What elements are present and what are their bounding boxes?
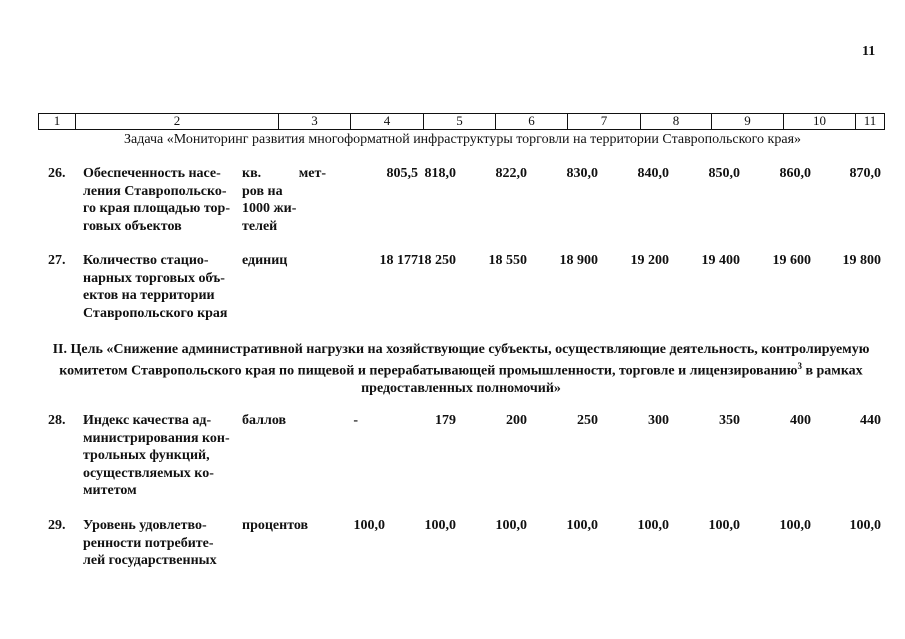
- value-cell: -: [353, 413, 358, 428]
- goal-heading: II. Цель «Снижение административной нагрузки на хозяйствующие субъекты, осуществляющие деятельность, контролируемую комитетом Ставропольского края по пищевой и перерабатывающей промышленности, торговле и лицензированию$^3$ в рамках предоставленных полномочий»: [52, 342, 870, 396]
- value-cell: 19 400: [701, 253, 740, 268]
- page-number: 11: [862, 44, 876, 59]
- header-cell: 9: [712, 114, 784, 129]
- value-cell: 830,0: [566, 166, 598, 181]
- header-cell: 8: [641, 114, 712, 129]
- indicator-name: Обеспеченность насе- ления Ставропольско- го края площадью тор- говых объектов: [83, 166, 230, 234]
- value-cell: 818,0: [424, 166, 456, 181]
- value-cell: 18 550: [488, 253, 527, 268]
- value-cell: 100,0: [708, 518, 740, 533]
- unit-of-measure: баллов: [242, 413, 287, 428]
- indicator-name: Уровень удовлетво- ренности потребите- лей государственных: [83, 518, 217, 568]
- value-cell: 250: [577, 413, 598, 428]
- header-cell: 11: [863, 113, 877, 128]
- value-cell: 100,0: [779, 518, 811, 533]
- value-cell: 840,0: [637, 166, 669, 181]
- unit-of-measure: процентов: [242, 518, 309, 533]
- value-cell: 19 800: [842, 253, 881, 268]
- value-cell: 440: [860, 413, 881, 428]
- value-cell: 850,0: [708, 166, 740, 181]
- value-cell: 870,0: [849, 166, 881, 181]
- header-cell: 2: [76, 114, 279, 129]
- value-cell: 350: [719, 413, 740, 428]
- value-cell: 18 177: [379, 253, 418, 268]
- task-heading: Задача «Мониторинг развития многоформатной инфраструктуры торговли на территории Ставропольского края»: [123, 132, 802, 147]
- header-cell: 1: [39, 114, 76, 129]
- value-cell: 179: [435, 413, 456, 428]
- value-cell: 200: [506, 413, 527, 428]
- row-number: 28.: [48, 413, 66, 428]
- value-cell: 100,0: [353, 518, 385, 533]
- value-cell: 400: [790, 413, 811, 428]
- value-cell: 18 900: [559, 253, 598, 268]
- header-cell: 10: [784, 114, 856, 129]
- value-cell: 300: [648, 413, 669, 428]
- value-cell: 18 250: [417, 253, 456, 268]
- row-number: 26.: [48, 166, 66, 181]
- header-cell: 4: [351, 114, 424, 129]
- header-cell: 7: [568, 114, 641, 129]
- value-cell: 19 200: [630, 253, 669, 268]
- indicator-name: Индекс качества ад- министрирования кон- трольных функций, осуществляемых ко- митетом: [83, 413, 230, 498]
- row-number: 27.: [48, 253, 66, 268]
- value-cell: 100,0: [566, 518, 598, 533]
- value-cell: 100,0: [849, 518, 881, 533]
- value-cell: 822,0: [495, 166, 527, 181]
- value-cell: 100,0: [424, 518, 456, 533]
- column-number-header: [38, 113, 885, 130]
- value-cell: 100,0: [495, 518, 527, 533]
- value-cell: 805,5: [386, 166, 418, 181]
- header-cell: 6: [496, 114, 568, 129]
- value-cell: 860,0: [779, 166, 811, 181]
- row-number: 29.: [48, 518, 66, 533]
- value-cell: 19 600: [772, 253, 811, 268]
- unit-of-measure: единиц: [242, 253, 288, 268]
- indicator-name: Количество стацио- нарных торговых объ- ектов на территории Ставропольского края: [83, 253, 228, 321]
- value-cell: 100,0: [637, 518, 669, 533]
- header-cell: 5: [424, 114, 496, 129]
- header-cell: 3: [279, 114, 351, 129]
- unit-of-measure: кв. мет- ров на 1000 жи- телей: [242, 166, 326, 234]
